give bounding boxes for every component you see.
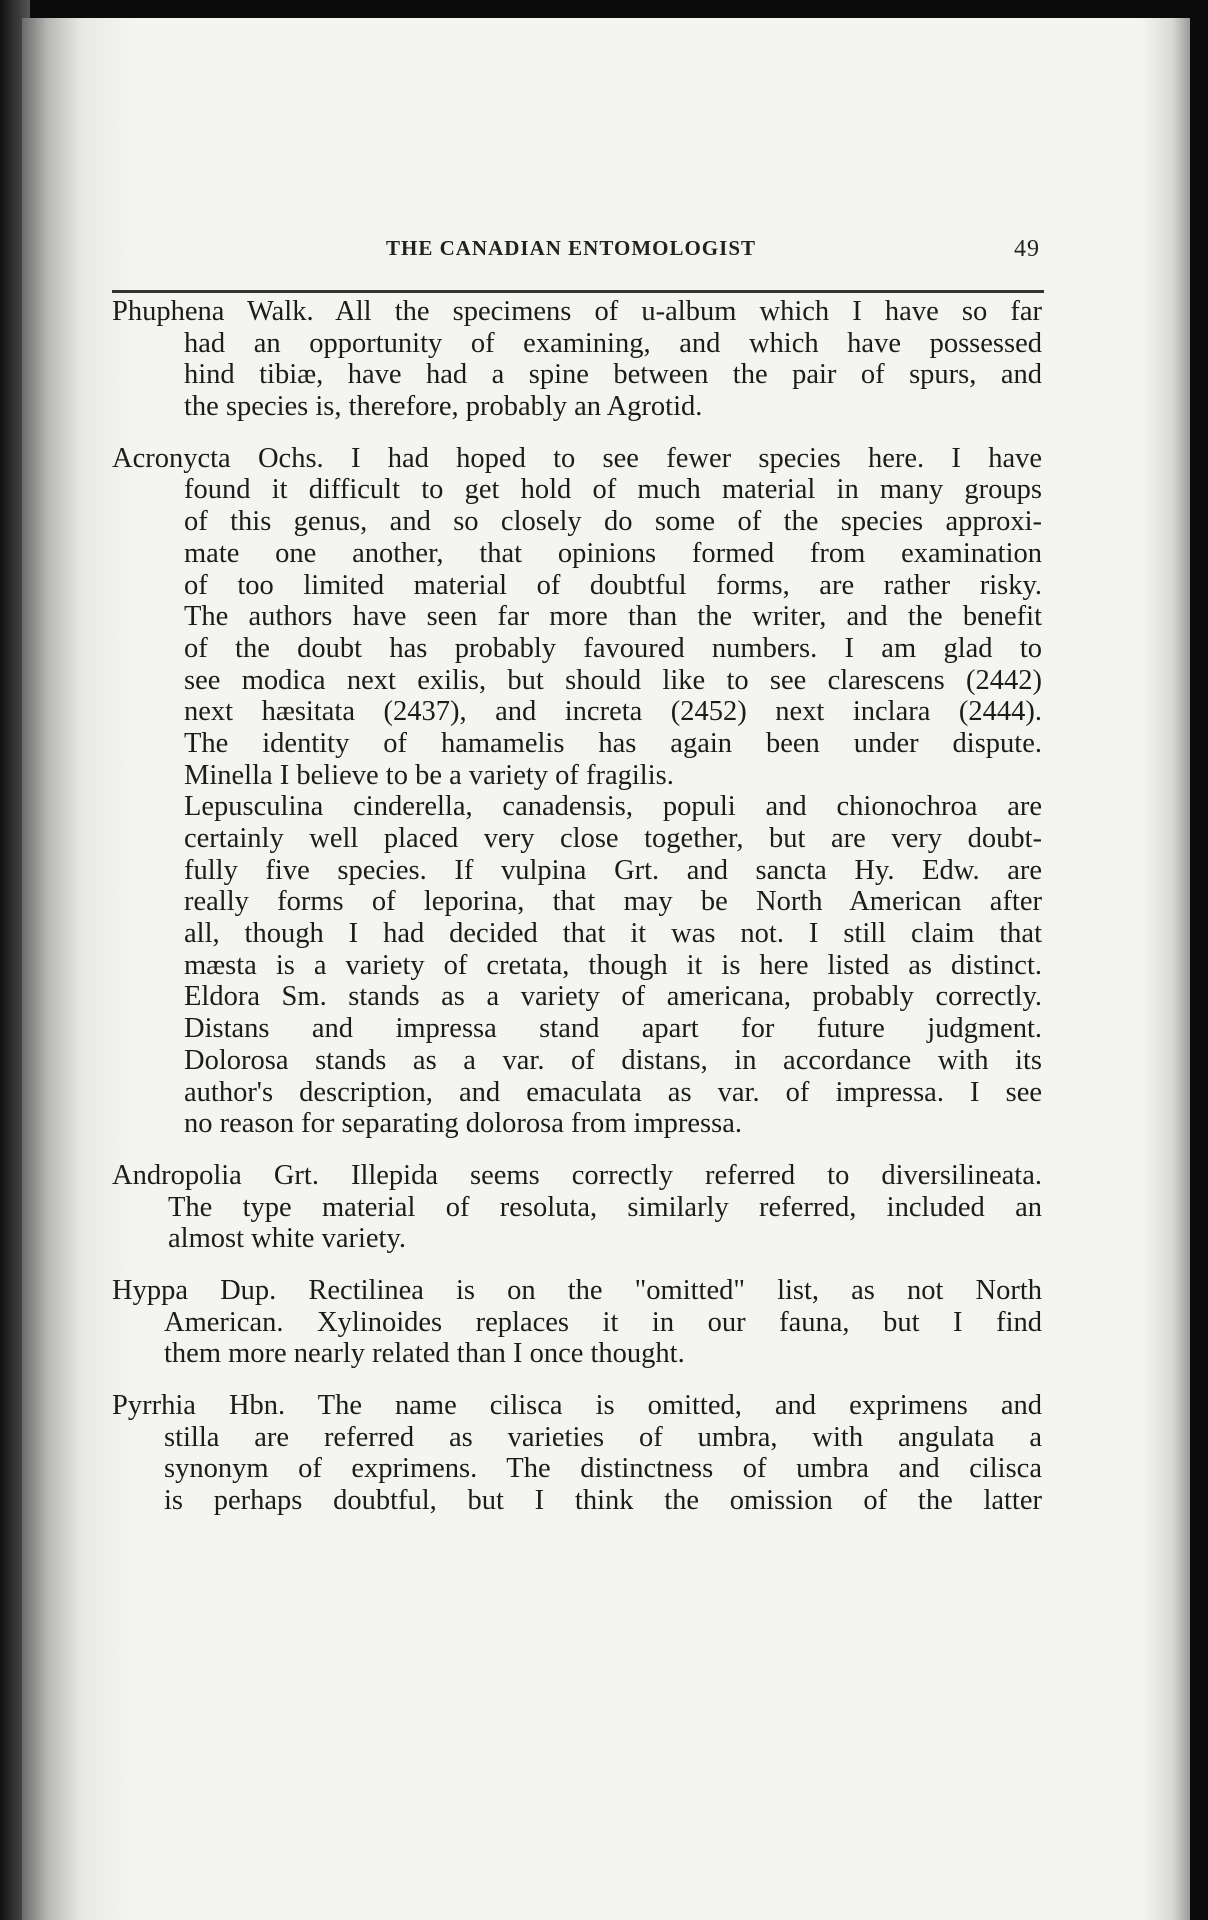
page-number: 49 xyxy=(1014,236,1040,262)
text-line: Eldora Sm. stands as a variety of americana, probably correctly. xyxy=(184,981,1042,1013)
text-line: of too limited material of doubtful forms, are rather risky. xyxy=(184,569,1042,601)
entry-phuphena xyxy=(112,296,1042,423)
journal-title: THE CANADIAN ENTOMOLOGIST xyxy=(386,236,757,260)
article-body xyxy=(112,296,1042,1537)
text-line: Pyrrhia Hbn. The name cilisca is omitted, and exprimens and xyxy=(112,1390,1042,1421)
text-line: is perhaps doubtful, but I think the omission of the latter xyxy=(164,1485,1042,1517)
text-line: The authors have seen far more than the writer, and the benefit xyxy=(184,601,1042,633)
text-line: mæsta is a variety of cretata, though it is here listed as distinct. xyxy=(184,949,1042,981)
text-line: them more nearly related than I once thought. xyxy=(164,1338,685,1370)
text-line: certainly well placed very close together, but are very doubt- xyxy=(184,823,1042,854)
running-header xyxy=(104,228,1040,268)
entry-andropolia xyxy=(112,1160,1042,1255)
text-line: the species is, therefore, probably an Agrotid. xyxy=(184,391,703,423)
text-line: Lepusculina cinderella, canadensis, populi and chionochroa are xyxy=(184,791,1042,823)
text-line: Hyppa Dup. Rectilinea is on the "omitted" list, as not North xyxy=(112,1274,1042,1306)
text-line: author's description, and emaculata as var. of impressa. I see xyxy=(184,1076,1042,1108)
text-line: Phuphena Walk. All the specimens of u-album which I have so far xyxy=(112,296,1042,327)
entry-pyrrhia xyxy=(112,1390,1042,1517)
text-line: mate one another, that opinions formed from examination xyxy=(184,537,1042,569)
text-line: had an opportunity of examining, and which have possessed xyxy=(184,327,1042,359)
text-line: see modica next exilis, but should like to see clarescens (2442) xyxy=(184,664,1042,696)
text-line: Minella I believe to be a variety of fragilis. xyxy=(184,759,674,791)
text-line: Distans and impressa stand apart for future judgment. xyxy=(184,1013,1042,1045)
text-line: Acronycta Ochs. I had hoped to see fewer species here. I have xyxy=(112,442,1042,474)
text-line: Andropolia Grt. Illepida seems correctly referred to diversilineata. xyxy=(112,1159,1042,1191)
text-line: almost white variety. xyxy=(168,1223,406,1255)
text-line: of the doubt has probably favoured numbers. I am glad to xyxy=(184,632,1042,664)
text-line: The type material of resoluta, similarly referred, included an xyxy=(168,1191,1042,1223)
text-line: of this genus, and so closely do some of the species approxi- xyxy=(184,506,1042,538)
text-line: fully five species. If vulpina Grt. and sancta Hy. Edw. are xyxy=(184,854,1042,886)
text-line: Dolorosa stands as a var. of distans, in accordance with its xyxy=(184,1044,1042,1076)
entry-hyppa xyxy=(112,1275,1042,1370)
text-line: hind tibiæ, have had a spine between the pair of spurs, and xyxy=(184,359,1042,391)
entry-acronycta xyxy=(112,443,1042,1140)
text-line: The identity of hamamelis has again been under dispute. xyxy=(184,727,1042,759)
text-line: synonym of exprimens. The distinctness of umbra and cilisca xyxy=(164,1453,1042,1485)
text-line: American. Xylinoides replaces it in our fauna, but I find xyxy=(164,1306,1042,1338)
text-line: found it difficult to get hold of much material in many groups xyxy=(184,474,1042,506)
header-rule xyxy=(112,290,1044,293)
text-line: stilla are referred as varieties of umbra, with angulata a xyxy=(164,1421,1042,1453)
text-line: really forms of leporina, that may be North American after xyxy=(184,886,1042,918)
text-line: no reason for separating dolorosa from impressa. xyxy=(184,1108,742,1140)
text-line: all, though I had decided that it was not. I still claim that xyxy=(184,918,1042,950)
text-line: next hæsitata (2437), and increta (2452) next inclara (2444). xyxy=(184,696,1042,728)
